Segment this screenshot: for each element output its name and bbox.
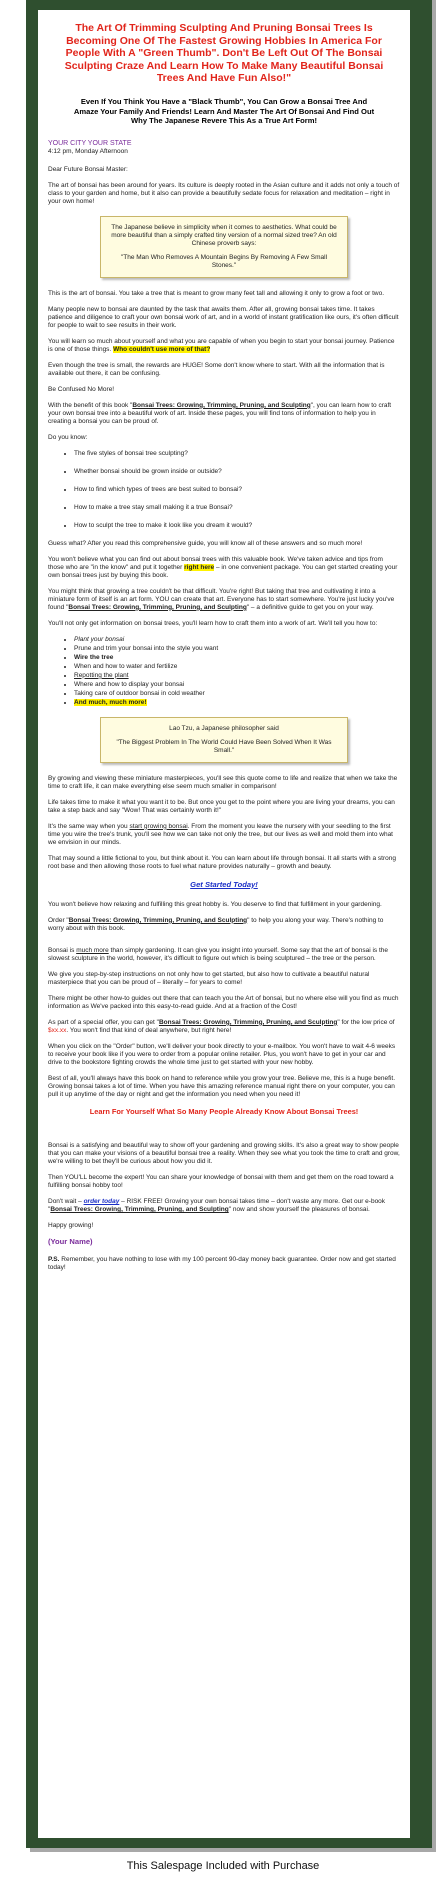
quote-text: "The Biggest Problem In The World Could Have Been Solved When It Was Small." [116,738,332,754]
paragraph-text: " to help you along your way. There's nothing to worry about with this book. [48,916,384,932]
quote-intro: Lao Tzu, a Japanese philosopher said [169,724,279,732]
order-today-link[interactable]: order today [83,1198,120,1206]
paragraph [48,917,400,933]
paragraph-text: It's the same way when you [48,822,128,830]
paragraph [48,588,400,612]
paragraph-text: Bonsai is [48,946,75,954]
underlined-text: much more [76,946,109,954]
paragraph-text: As part of a special offer, you can get " [48,1018,159,1026]
city-state: YOUR CITY YOUR STATE [48,139,132,147]
get-started-link[interactable]: Get Started Today! [190,879,258,889]
paragraph-text: Don't wait – [48,1198,82,1206]
paragraph: You won't believe how relaxing and fulfilling this great hobby is. You deserve to find that fulfillment in your gardening. [48,900,382,908]
list-item: • How to make a tree stay small making it a true Bonsai? [74,504,400,512]
paragraph: Life takes time to make it what you want it to be. But once you get to the point where you are living your dreams, you can take a step back and say "Wow! That was certainly worth it!" [48,798,395,814]
quote-text: "The Man Who Removes A Mountain Begins By Removing A Few Small Stones." [120,253,328,269]
paragraph: Guess what? After you read this comprehensive guide, you will know all of these answers and so much more! [48,539,363,547]
book-title: Bonsai Trees: Growing, Trimming, Pruning, and Sculpting [68,603,247,611]
paragraph-text: – RISK FREE! Growing your own bonsai takes time – don't waste any more. Get our e-book " [48,1198,386,1214]
paragraph-text: " for the low price of [337,1018,395,1026]
list-item [74,699,400,707]
paragraph [48,402,400,426]
paragraph: We give you step-by-step instructions on not only how to get started, but also how to cultivate a beautiful natural masterpiece that you can be proud of – literally – for years to come! [48,970,370,986]
paragraph-text: You might think that growing a tree couldn't be that difficult. You're right! But taking that tree and cultivating it into a miniature form of itself is an art form. YOU can create that art. Everyone has to start somewhere. You're just lucky you've found " [48,587,395,611]
list-item-text: Plant your bonsai [74,635,125,643]
paragraph: Bonsai is a satisfying and beautiful way to show off your gardening and growing skills. It's also a great way to show people that you can make your visions of a beautiful bonsai tree a reality. When they see what you took the time to craft and grow, we're willing to bet they'll be curious about how you did it. [48,1142,400,1166]
salutation: Dear Future Bonsai Master: [48,165,128,173]
list-item: • Whether bonsai should be grown inside or outside? [74,468,400,476]
list-item [74,654,400,662]
paragraph: Be Confused No More! [48,385,115,393]
paragraph-text: than simply gardening. It can give you insight into yourself. Some say that the art of bonsai is the slowest sculpture in the world, however, it's difficult to figure out which is being sculptured – the tree or the person. [48,946,389,962]
paragraph-text: You will learn so much about yourself and what you are capable of when you begin to start your bonsai journey. Patience is one of those things. [48,337,395,353]
postscript [48,1256,400,1272]
salespage-content [38,10,410,1272]
feature-list [48,636,400,707]
paragraph: Happy growing! [48,1222,94,1230]
paragraph [48,947,400,963]
paragraph-text: Order " [48,916,69,924]
quote-box [100,216,348,278]
paragraph [48,1198,400,1214]
paragraph: The art of bonsai has been around for years. Its culture is deeply rooted in the Asian culture and it adds not only a touch of class to your garden and home, but it also can provide a beautifully sedate focus for relaxation and meditation – right in your own home! [48,181,400,205]
paragraph: Then YOU'LL become the expert! You can share your knowledge of bonsai with them and get them on the road toward a fulfilling bonsai hobby too! [48,1174,394,1190]
list-item: • Prune and trim your bonsai into the style you want [74,645,400,653]
paragraph: This is the art of bonsai. You take a tree that is meant to grow many feet tall and allowing it only to grow a foot or two. [48,289,385,297]
question-list [48,450,400,530]
paragraph [48,823,400,847]
list-item-text: Wire the tree [74,653,114,661]
paragraph: That may sound a little fictional to you, but think about it. You can learn about life through bonsai. It all starts with a strong root base and then allowing those roots to fuel what nature provides naturally – growth and beauty. [48,854,396,870]
list-item: • The five styles of bonsai tree sculpting? [74,450,400,458]
quote-intro: The Japanese believe in simplicity when it comes to aesthetics. What could be more beautiful than a simply crafted tiny version of a normal sized tree? An old Chinese proverb says: [111,223,337,247]
paragraph: By growing and viewing these miniature masterpieces, you'll see this quote come to life and realize that when we take the time to craft life, it can make everything else seem much smaller in comparison! [48,774,398,790]
paragraph: There might be other how-to guides out there that can teach you the Art of bonsai, but no where else will you find as much information as We've packed into this easy-to-read guide. And at a fraction of the Cost! [48,994,399,1010]
paragraph-text: You won't believe what you can find out about bonsai trees with this valuable book. We've taken advice and tips from those who are "in the know" and put it together [48,555,383,571]
book-title: Bonsai Trees: Growing, Trimming, Pruning, and Sculpting [132,401,311,409]
paragraph-text: . From the moment you leave the nursery with your seedling to the first time you wire the tree's trunk, you'll see how we can take not only the tree, but our lives as well and mold them into what we envision in our minds. [48,822,393,846]
author-name: (Your Name) [48,1237,93,1247]
list-item: • When and how to water and fertilize [74,663,400,671]
subheadline: Even If You Think You Have a "Black Thumb", You Can Grow a Bonsai Tree And Amaze Your Family And Friends! Learn And Master The Art Of Bonsai And Find Out Why The Japanese Revere This As a True Art Form! [73,96,375,126]
headline: The Art Of Trimming Sculpting And Pruning Bonsai Trees Is Becoming One Of The Fastest Growing Hobbies In America For People With A "Green Thumb". Don't Be Left Out Of The Bonsai Sculpting Craze And Learn How To Make Many Beautiful Bonsai Trees And Have Fun Also!" [64,22,384,85]
paragraph: Do you know: [48,433,88,441]
ps-label: P.S. [48,1256,60,1264]
paragraph-text: – in one convenient package. You can get started creating your own bonsai trees just by buying this book. [48,563,398,579]
list-item-text: And much, much more! [74,698,147,706]
date-time: 4:12 pm, Monday Afternoon [48,147,128,155]
paragraph: Best of all, you'll always have this book on hand to reference while you grow your tree. Believe me, this is a huge benefit. Growing bonsai takes a lot of time. When you have this amazing reference manual right there on your computer, you can pull it up anytime of the day or night and get the information you need when you need it! [48,1074,396,1098]
price: $xx.xx [48,1026,67,1034]
paragraph: When you click on the "Order" button, we'll deliver your book directly to your e-mailbox. You won't have to wait 4-6 weeks to receive your book like if you were to order from a popular online retailer. Plus, you won't have to get in your car and drive to the bookstore fighting crowds the whole time just to get started with your new hobby. [48,1042,396,1066]
paragraph-text: " – a definitive guide to get you on your way. [246,603,374,611]
paragraph: Many people new to bonsai are daunted by the task that awaits them. After all, growing bonsai takes time. It takes patience and diligence to craft your own bonsai work of art, and in a world of instant gratification like ours, it's often difficult for people to wait to see results in their work. [48,305,399,329]
list-item [74,636,400,644]
paragraph-text: ", you can learn how to craft your own bonsai tree into a beautiful work of art. Inside these pages, you will find tons of information to help you in creating a bonsai you can be proud of. [48,401,392,425]
underlined-text: start growing bonsai [129,822,188,830]
list-item: • Where and how to display your bonsai [74,681,400,689]
list-item [74,672,400,680]
highlight-text: Who couldn't use more of that? [113,345,211,353]
paragraph [48,556,400,580]
paragraph-text: With the benefit of this book " [48,401,133,409]
paragraph-text: . You won't find that kind of deal anywhere, but right here! [66,1026,232,1034]
paragraph [48,1019,400,1035]
red-callout: Learn For Yourself What So Many People Already Know About Bonsai Trees! [89,1106,359,1116]
list-item-text: Repotting the plant [74,671,129,679]
paragraph: You'll not only get information on bonsai trees, you'll learn how to craft them into a work of art. We'll tell you how to: [48,619,378,627]
book-title: Bonsai Trees: Growing, Trimming, Pruning, and Sculpting [158,1018,338,1026]
paragraph: Even though the tree is small, the rewards are HUGE! Some don't know where to start. With all the information that is available out there, it can be confusing. [48,361,385,377]
list-item: • How to find which types of trees are best suited to bonsai? [74,486,400,494]
list-item: • How to sculpt the tree to make it look like you dream it would? [74,522,400,530]
ps-text: Remember, you have nothing to lose with my 100 percent 90-day money back guarantee. Order now and get started today! [48,1256,396,1272]
list-item: • Taking care of outdoor bonsai in cold weather [74,690,400,698]
book-title: Bonsai Trees: Growing, Trimming, Pruning, and Sculpting [68,916,248,924]
paragraph [48,338,400,354]
caption: This Salespage Included with Purchase [126,1860,320,1872]
quote-box [100,717,348,763]
book-title: Bonsai Trees: Growing, Trimming, Pruning, and Sculpting [50,1206,229,1214]
paragraph-text: " now and show yourself the pleasures of bonsai. [228,1206,370,1214]
highlight-text: right here [184,563,215,571]
salespage [38,10,410,1838]
